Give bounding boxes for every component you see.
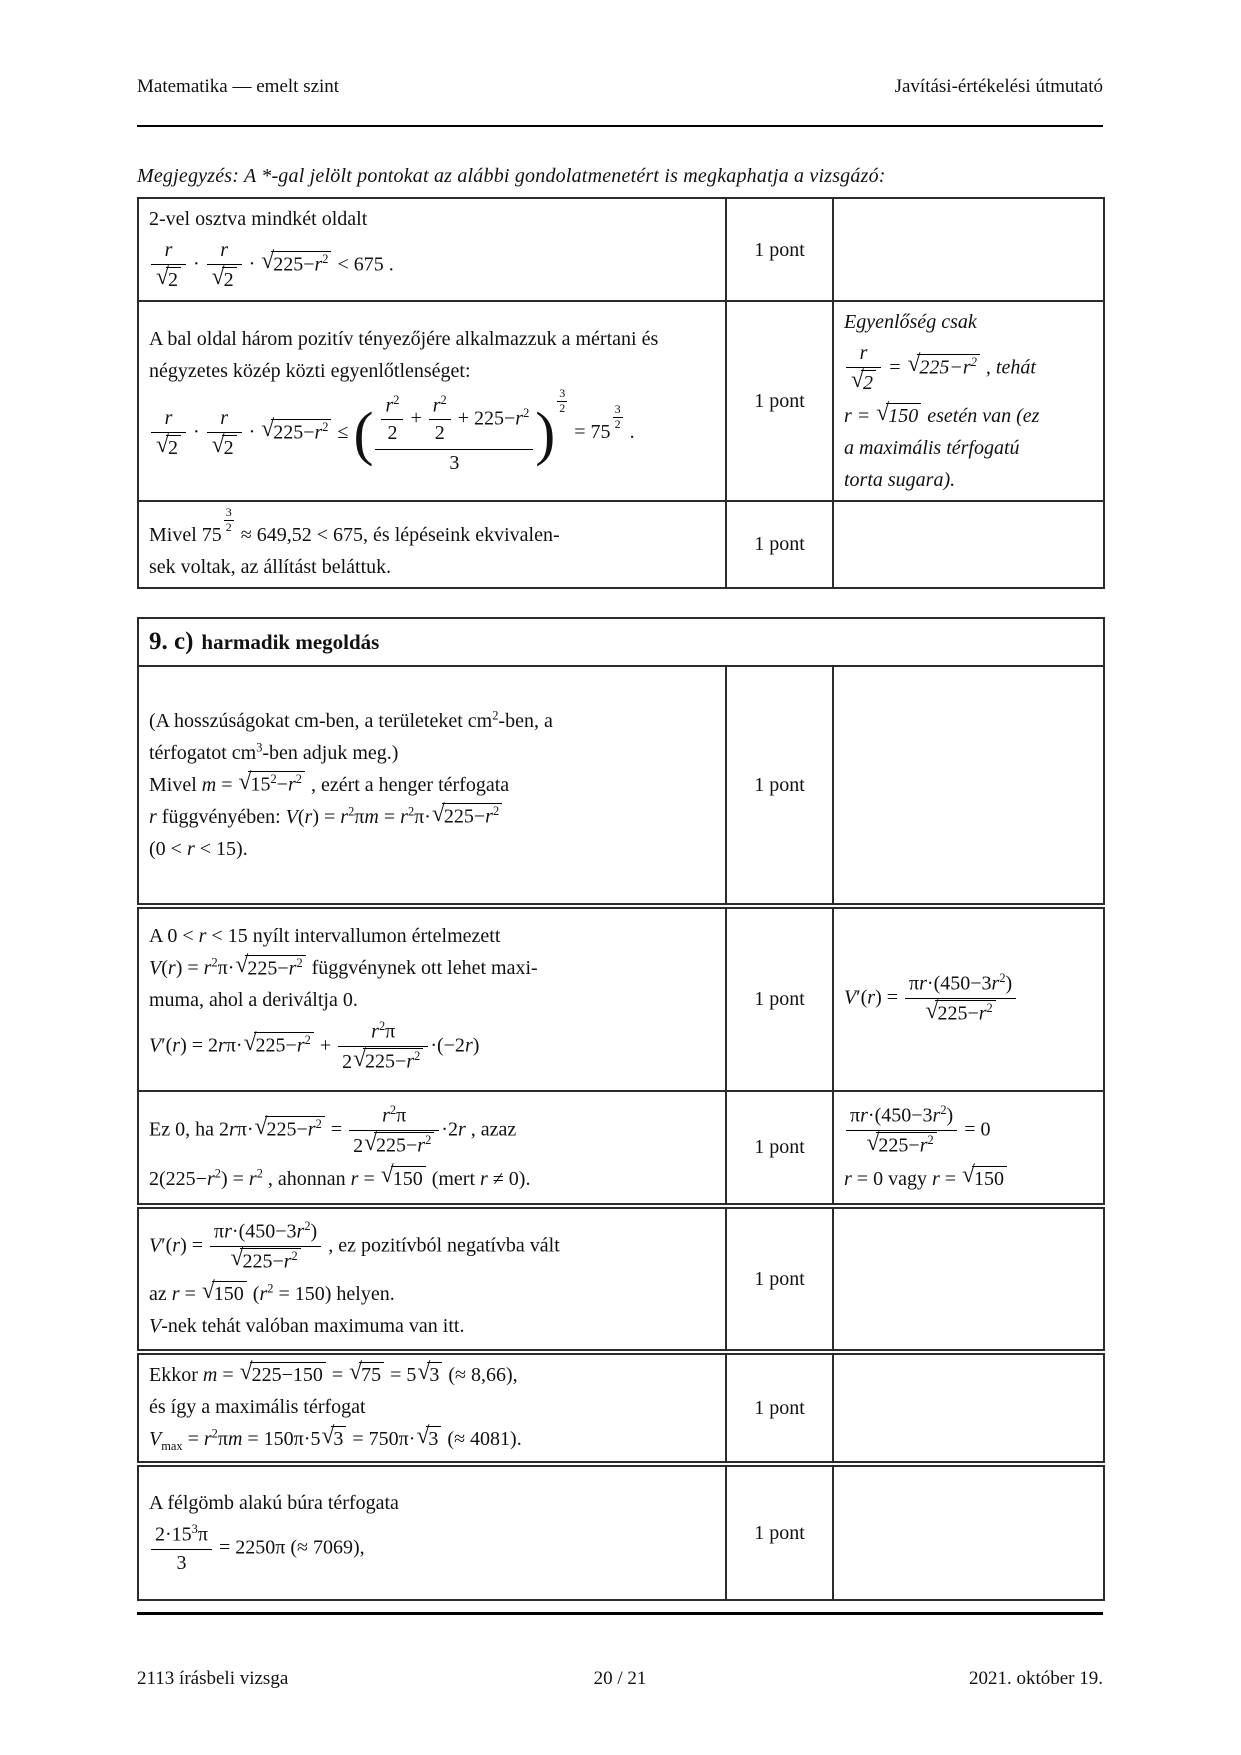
header-left-text: Matematika — emelt szint <box>137 76 340 97</box>
solution-step-cell: Ekkor m = √225−150 = √75 = 5√3 (≈ 8,66), és így a maximális térfogat $V_{max} = r^2\pi m = 150\pi\cdot 5√3 = 750\pi\cdot√3$ (≈ 4081). <box>138 1352 726 1464</box>
points-cell: 1 pont <box>726 666 833 906</box>
table-row <box>138 666 1104 906</box>
alt-note-cell <box>833 1206 1104 1352</box>
page-content <box>137 0 1103 1601</box>
table-row <box>138 501 1104 588</box>
solution-step-cell: (A hosszúságokat cm-ben, a területeket $cm^2$-ben, a térfogatot $cm^3$-ben adjuk meg.) Mivel $m = √15^2-r^2$ , ezért a henger térfogata r függvényében: $V(r) = r^2\pi m = r^2\pi\cdot√225-r^2$ (0 < r < 15). <box>138 666 726 906</box>
table-row <box>138 1464 1104 1600</box>
solution-step-cell: A félgömb alakú búra térfogata $\frac{2\cdot 15^3\pi}{3}$ = 2250π (≈ 7069), <box>138 1464 726 1600</box>
points-cell: 1 pont <box>726 1352 833 1464</box>
points-cell: 1 pont <box>726 1091 833 1206</box>
alt-note-cell: V′(r) = $\frac{\pi r\cdot(450-3r^2)}{√225-r^2}$ <box>833 906 1104 1091</box>
solution-step-cell: A bal oldal három pozitív tényezőjére alkalmazzuk a mértani és négyzetes közép közti egyenlőtlenséget: $\frac{r}{√2}$ · $\frac{r}{√2}$ · $√225-r^2$ ≤ ( $\frac{r^2}{2}$ + $\frac{r^2}{2}$ + $225-r^2$ 3 ) $\frac{3}{2}$ = 75 $\frac{3}{2}$ . <box>138 301 726 500</box>
alt-note-cell <box>833 1352 1104 1464</box>
points-cell: 1 pont <box>726 198 833 301</box>
grading-table-1 <box>137 197 1105 589</box>
alt-note-cell <box>833 1464 1104 1600</box>
table-title-number: 9. c) <box>149 627 194 655</box>
table-title-row <box>138 618 1104 666</box>
points-cell: 1 pont <box>726 1464 833 1600</box>
points-cell: 1 pont <box>726 501 833 588</box>
footer-page-number: 20 / 21 <box>593 1668 647 1689</box>
header-right-text: Javítási-értékelési útmutató <box>894 76 1103 97</box>
points-cell: 1 pont <box>726 906 833 1091</box>
header-rule <box>137 125 1103 127</box>
footer-date: 2021. október 19. <box>968 1668 1103 1689</box>
grading-table-2 <box>137 617 1105 1601</box>
points-cell: 1 pont <box>726 301 833 500</box>
solution-step-cell: 2-vel osztva mindkét oldalt $\frac{r}{√2}$ · $\frac{r}{√2}$ · $√225-r^2 < 675$ . <box>138 198 726 301</box>
footer-exam-id: 2113 írásbeli vizsga <box>137 1668 289 1689</box>
table-row <box>138 301 1104 500</box>
solution-step-cell: A 0 < r < 15 nyílt intervallumon értelmezett $V(r) = r^2\pi\cdot√225-r^2$ függvénynek ott lehet maxi- muma, ahol a deriváltja 0. $V'(r) = 2r\pi\cdot√225-r^2$ + $\frac{r^2\pi}{2√225-r^2}$ ·(−2r) <box>138 906 726 1091</box>
table-row <box>138 906 1104 1091</box>
page-header <box>137 0 1103 98</box>
table-row <box>138 1206 1104 1352</box>
alt-note-cell: Egyenlőség csak $\frac{r}{√2}$ = $√225-r^2$ , tehát r = √150 esetén van (ez a maximális térfogatú torta sugara). <box>833 301 1104 500</box>
table-row <box>138 198 1104 301</box>
alt-note-cell <box>833 501 1104 588</box>
table-row <box>138 1352 1104 1464</box>
solution-step-cell: V′(r) = $\frac{\pi r\cdot(450-3r^2)}{√225-r^2}$ , ez pozitívból negatívba vált az r = √150 $(r^2 = 150)$ helyen. V-nek tehát valóban maximuma van itt. <box>138 1206 726 1352</box>
points-cell: 1 pont <box>726 1206 833 1352</box>
alt-note-cell <box>833 198 1104 301</box>
table-title-text: harmadik megoldás <box>201 629 380 654</box>
alt-note-cell <box>833 666 1104 906</box>
solution-step-cell: Ez 0, ha $2r\pi\cdot√225-r^2$ = $\frac{r^2\pi}{2√225-r^2}$ ·2r , azaz $2(225-r^2) = r^2$ , ahonnan r = √150 (mert r ≠ 0). <box>138 1091 726 1206</box>
alt-note-cell: $\frac{\pi r\cdot(450-3r^2)}{√225-r^2}$ = 0 r = 0 vagy r = √150 <box>833 1091 1104 1206</box>
table-title <box>138 618 1104 666</box>
table-row <box>138 1091 1104 1206</box>
solution-step-cell: Mivel 75 $\frac{3}{2}$ ≈ 649,52 < 675, és lépéseink ekvivalen- sek voltak, az állítást beláttuk. <box>138 501 726 588</box>
note-line: Megjegyzés: A *-gal jelölt pontokat az alábbi gondolatmenetért is megkaphatja a vizsgázó: <box>137 165 886 187</box>
footer-rule <box>137 1612 1103 1615</box>
